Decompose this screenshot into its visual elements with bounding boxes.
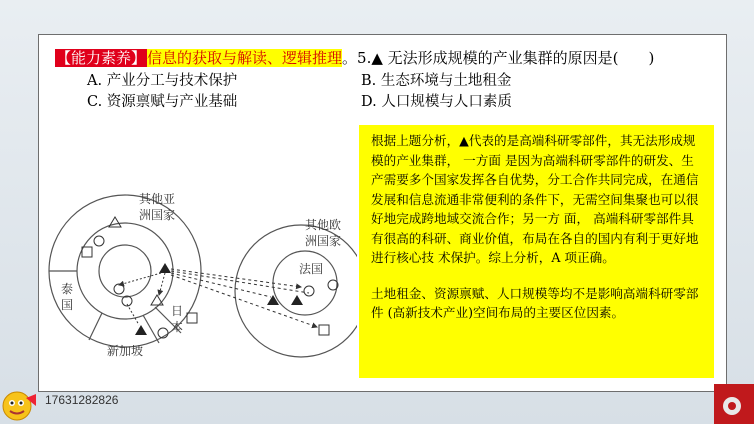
footer-phone: 17631282826 [45,393,119,407]
square-open-icon [187,313,197,323]
circle-open-icon [114,284,124,294]
triangle-open-icon [151,295,163,305]
triangle-filled-icon [159,263,171,273]
question-line [55,49,654,67]
option-c: C. 资源禀赋与产业基础 [87,94,238,110]
question-stem: 。5.▲ 无法形成规模的产业集群的原因是( ) [342,49,655,67]
triangle-filled-icon [135,325,147,335]
japan-label-2: 本 [171,320,184,334]
asia-inner-circle [99,245,151,297]
option-d: D. 人口规模与人口素质 [361,94,512,110]
thailand-label-2: 国 [61,298,74,312]
option-a: A. 产业分工与技术保护 [87,73,238,89]
answer-explanation-box [359,125,714,378]
answer-paragraph-2: 土地租金、资源禀赋、人口规模等均不是影响高端科研零部件 (高新技术产业)空间布局的主要区位因素。 [371,285,699,320]
ability-tag: 【能力素养】 [56,49,147,67]
triangle-filled-icon [291,295,303,305]
europe-inner-circle [273,251,337,315]
other-europe-label-2: 洲国家 [305,234,342,248]
slide-canvas [38,34,727,392]
other-europe-label-1: 其他欧 [305,218,342,232]
industry-cluster-diagram [47,173,357,378]
other-asia-label-1: 其他亚 [139,192,176,206]
corner-decoration-icon [694,384,754,424]
japan-label-1: 日 [171,304,184,318]
france-label: 法国 [299,262,324,276]
thailand-label-1: 泰 [61,282,74,296]
square-open-icon [319,325,329,335]
square-open-icon [82,247,92,257]
skill-highlight: 信息的获取与解读、逻辑推理 [147,49,343,67]
other-asia-label-2: 洲国家 [139,208,176,222]
option-b: B. 生态环境与土地租金 [361,73,512,89]
circle-open-icon [304,286,314,296]
circle-open-icon [94,236,104,246]
mascot-emoji-icon [0,384,40,424]
singapore-label: 新加坡 [107,344,144,358]
answer-paragraph-1: 根据上题分析，▲代表的是高端科研零部件，其无法形成规模的产业集群， 一方面 是因为高端科研零部件的研发、生产需要多个国家发挥各自优势，分工合作共同完成，在通信 发展和信息流通非常便利的条件下，无需空间集聚也可以很好地完成跨地域交流合作；另一方 面， 高端科研零部件具有很高的科研、商业价值，布局在各自的国内有利于更好地进行核心技 术保护。综上分析，A 项正确。 [371,133,699,265]
